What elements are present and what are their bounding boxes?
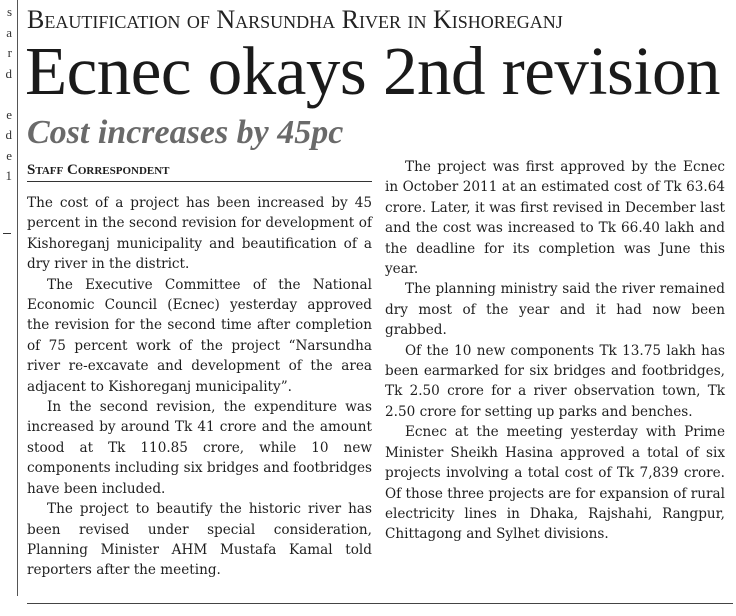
paragraph: The cost of a project has been increased by 45 percent in the second revision for development of Kishoreganj municipality and beautification of a dry river in the district. <box>27 195 372 273</box>
paragraph: The project to beautify the historic river has been revised under special consideration, Planning Minister AHM Mustafa Kamal told reporters after the meeting. <box>27 501 372 579</box>
fragment-letter: e <box>6 147 12 163</box>
fragment-letter: s <box>6 4 12 19</box>
paragraph: The planning ministry said the river remained dry most of the year and it had now been grabbed. <box>385 281 725 339</box>
adjacent-column-fragment <box>0 2 12 187</box>
fragment-letter: d <box>5 65 12 81</box>
subhead: Cost increases by 45pc <box>27 114 344 151</box>
kicker: Beautification of Narsundha River in Kishoreganj <box>27 5 563 34</box>
paragraph: The project was first approved by the Ecnec in October 2011 at an estimated cost of Tk 63.64 crore. Later, it was first revised in December last and the cost was increased to Tk 66.40 lakh and the deadline for its completion was June this year. <box>385 159 725 278</box>
article-column-right <box>385 157 725 545</box>
fragment-letter: a <box>6 24 12 40</box>
bottom-rule <box>27 603 733 604</box>
headline: Ecnec okays 2nd revision <box>25 33 721 109</box>
paragraph: Ecnec at the meeting yesterday with Prime Minister Sheikh Hasina approved a total of six projects involving a total cost of Tk 7,839 crore. Of those three projects are for expansion of rural electricity lines in Dhaka, Rajshahi, Rangpur, Chittagong and Sylhet divisions. <box>385 424 725 543</box>
paragraph: In the second revision, the expenditure was increased by around Tk 41 crore and the amount stood at Tk 110.85 crore, while 10 new components including six bridges and footbridges have been included. <box>27 399 372 497</box>
article-column-left <box>27 193 372 581</box>
paragraph: Of the 10 new components Tk 13.75 lakh has been earmarked for six bridges and footbridges, Tk 2.50 crore for a river observation town, Tk 2.50 crore for setting up parks and benches. <box>385 342 725 420</box>
paragraph: The Executive Committee of the National Economic Council (Ecnec) yesterday approved the revision for the second time after completion of 75 percent work of the project “Narsundha river re-excavate and development of the area adjacent to Kishoreganj municipality”. <box>27 276 372 395</box>
byline: Staff Correspondent <box>27 162 170 178</box>
fragment-letter: e <box>6 106 12 122</box>
fragment-letter: d <box>5 127 12 142</box>
fragment-letter: 1 <box>5 168 12 183</box>
fragment-letter <box>0 84 12 105</box>
fragment-dash <box>3 233 11 234</box>
fragment-letter: r <box>7 45 12 60</box>
column-divider <box>17 0 18 596</box>
byline-rule <box>27 181 372 182</box>
